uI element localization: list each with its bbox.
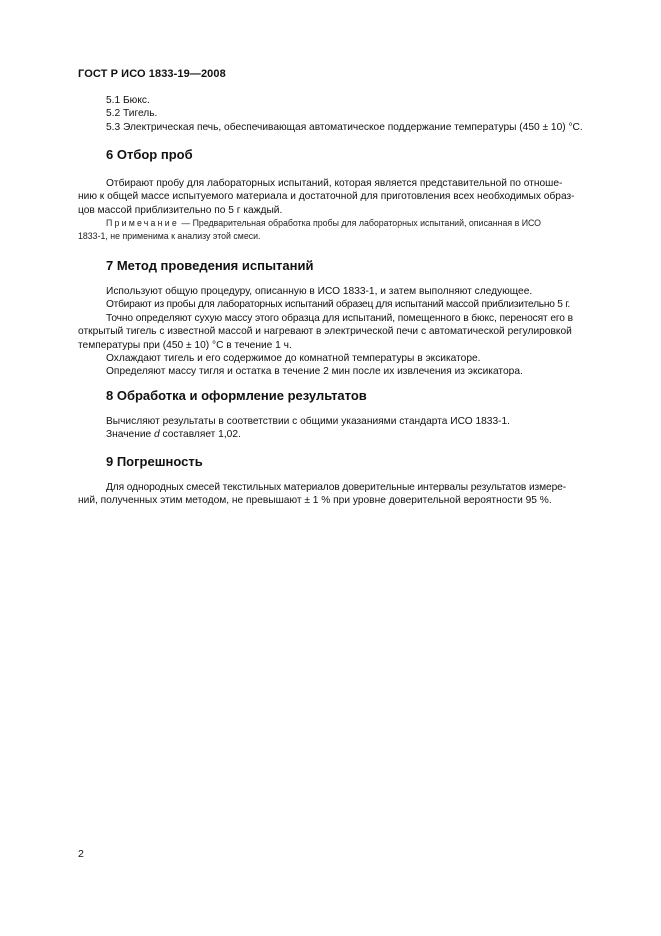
section-9-body: [78, 481, 614, 508]
paragraph-line: Точно определяют сухую массу этого образца для испытаний, помещенного в бюкс, переносят его в: [106, 312, 573, 324]
section-6-body: [78, 177, 614, 217]
paragraph-line: Отбирают из пробы для лабораторных испытаний образец для испытаний массой приблизительно 5 г.: [106, 299, 571, 311]
paragraph-line: открытый тигель с известной массой и нагревают в электрической печи с автоматической регулировкой: [78, 326, 572, 338]
section-8-heading: 8 Обработка и оформление результатов: [106, 388, 367, 403]
paragraph-line: цов массой приблизительно по 5 г каждый.: [78, 204, 283, 216]
section-6-heading: 6 Отбор проб: [106, 147, 193, 162]
section-9-heading: 9 Погрешность: [106, 454, 203, 469]
list-item: 5.1 Бюкс.: [106, 95, 150, 106]
paragraph-line: Отбирают пробу для лабораторных испытаний, которая является представительной по отноше-: [106, 178, 563, 189]
page-number: 2: [78, 848, 84, 860]
list-item: 5.3 Электрическая печь, обеспечивающая автоматическое поддержание температуры (450 ± 10) °С.: [106, 121, 583, 133]
note-label: Примечание: [106, 218, 179, 228]
paragraph-line: Определяют массу тигля и остатка в течение 2 мин после их извлечения из эксикатора.: [106, 366, 523, 378]
note-line: 1833-1, не применима к анализу этой смеси.: [78, 231, 261, 241]
paragraph-line: Для однородных смесей текстильных материалов доверительные интервалы результатов измере-: [106, 482, 567, 493]
text-span: Значение: [106, 429, 155, 441]
section-7-body: [78, 285, 614, 379]
paragraph-line: ний, полученных этим методом, не превышают ± 1 % при уровне доверительной вероятности 95 %.: [78, 495, 552, 507]
text-span: составляет 1,02.: [159, 429, 241, 441]
paragraph-line: Используют общую процедуру, описанную в ИСО 1833-1, и затем выполняют следующее.: [106, 286, 533, 297]
variable-d: d: [154, 429, 160, 441]
document-header: ГОСТ Р ИСО 1833-19—2008: [78, 68, 226, 80]
apparatus-list: [78, 94, 614, 134]
paragraph-line: Вычисляют результаты в соответствии с общими указаниями стандарта ИСО 1833-1.: [106, 416, 511, 427]
note-text: — Предварительная обработка пробы для лабораторных испытаний, описанная в ИСО: [178, 218, 542, 228]
paragraph-line: нию к общей массе испытуемого материала и достаточной для приготовления всех необходимых образ-: [78, 191, 575, 203]
section-8-body: [78, 415, 614, 442]
list-item: 5.2 Тигель.: [106, 108, 158, 120]
paragraph-line: температуры при (450 ± 10) °С в течение 1 ч.: [78, 339, 292, 351]
paragraph-line: [78, 428, 614, 441]
note-line: [78, 217, 614, 230]
section-7-heading: 7 Метод проведения испытаний: [106, 258, 314, 273]
section-6-note: [78, 217, 614, 243]
paragraph-line: Охлаждают тигель и его содержимое до комнатной температуры в эксикаторе.: [106, 353, 481, 365]
